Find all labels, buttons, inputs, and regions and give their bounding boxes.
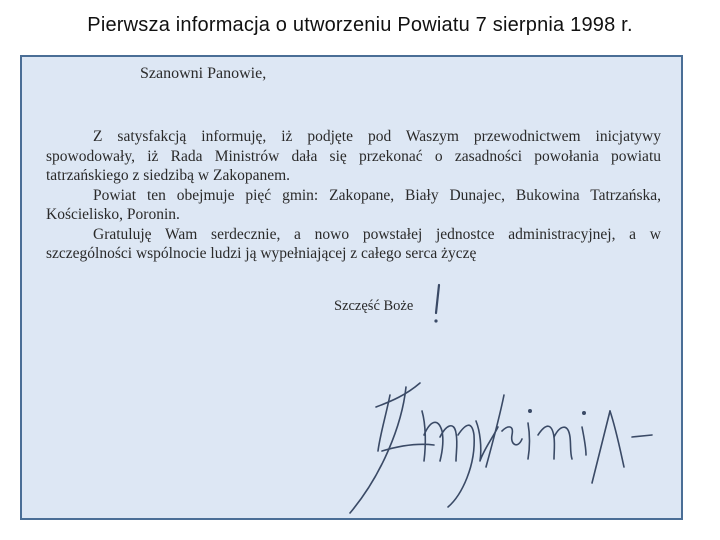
letter-paragraph: Z satysfakcją informuję, iż podjęte pod Waszym przewodnictwem inicjatywy spowodowały, iż Rada Ministrów dała się przekonać o zasadności powołania powiatu tatrzańskiego z siedzibą w Zakopanem.	[46, 128, 661, 184]
letter-scan	[20, 55, 683, 520]
letter-body	[46, 127, 661, 264]
letter-closing: Szczęść Boże	[334, 298, 414, 314]
slide-title: Pierwsza informacja o utworzeniu Powiatu 7 sierpnia 1998 r.	[87, 14, 633, 36]
letter-salutation: Szanowni Panowie,	[140, 65, 267, 82]
letter-paragraph: Powiat ten obejmuje pięć gmin: Zakopane, Biały Dunajec, Bukowina Tatrzańska, Kościelisko, Poronin.	[46, 186, 661, 223]
handwritten-exclamation-mark	[430, 283, 444, 325]
handwritten-signature	[342, 365, 672, 515]
letter-paragraph: Gratuluję Wam serdecznie, a nowo powstałej jednostce administracyjnej, a w szczególności wspólnocie ludzi ją wypełniającej z całego serca życzę	[46, 225, 661, 262]
